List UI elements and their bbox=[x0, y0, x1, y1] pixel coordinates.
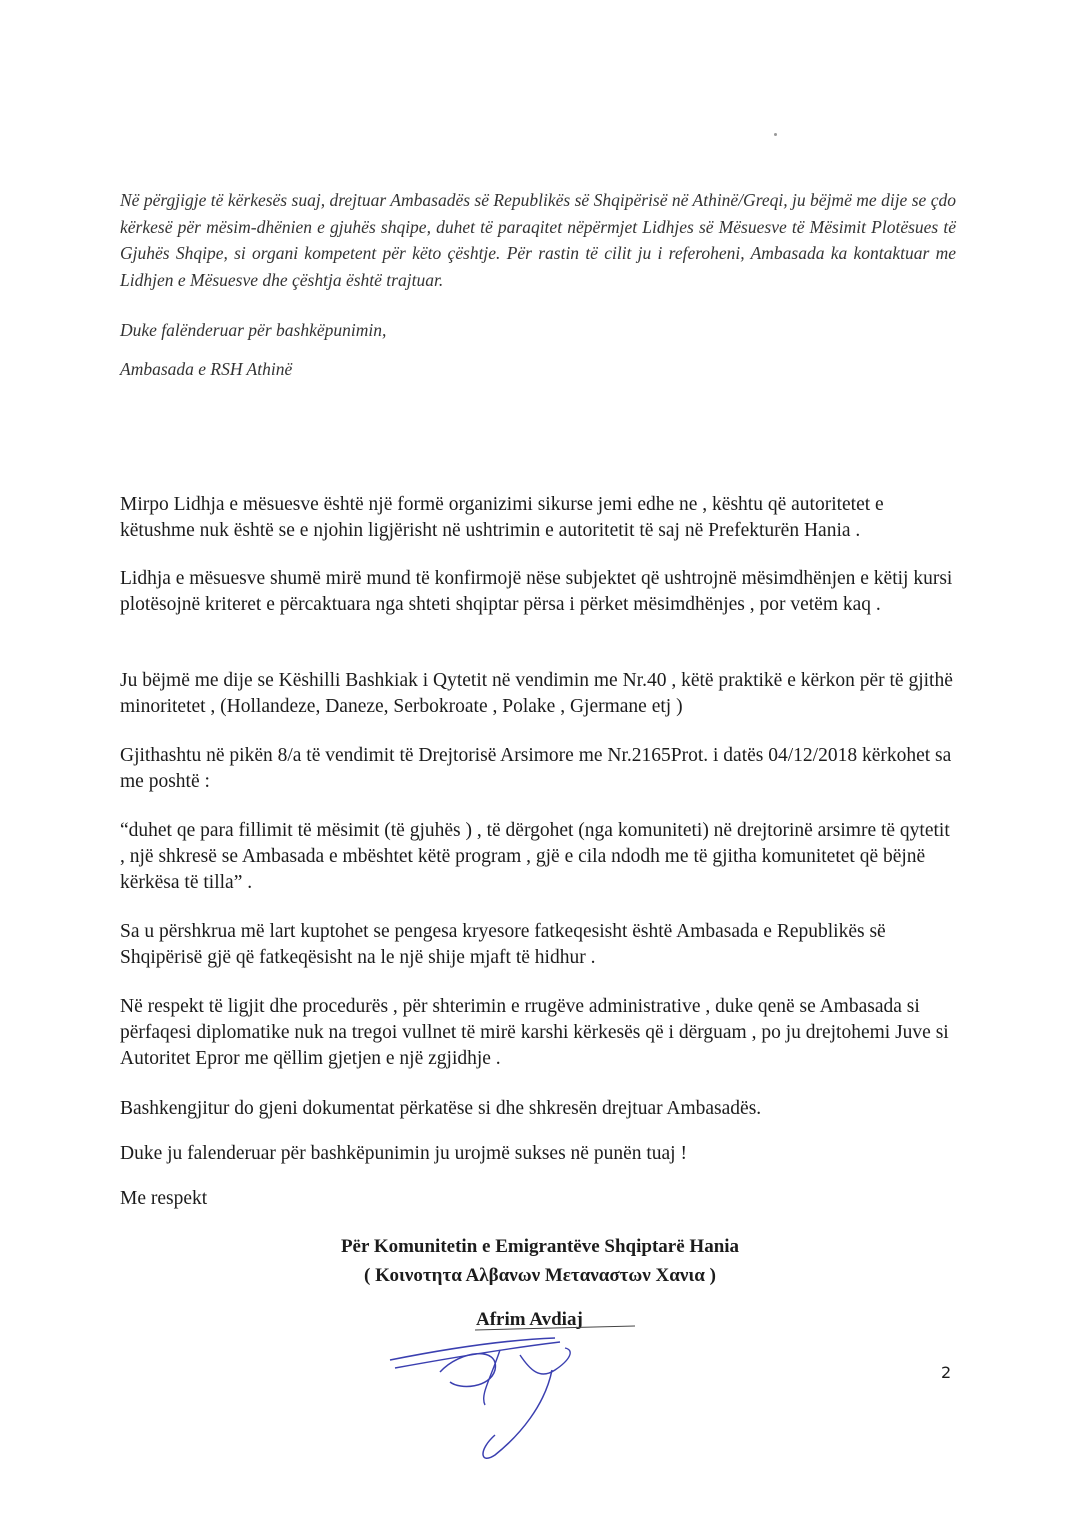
body-text: Në respekt të ligjit dhe procedurës , për shterimin e rrugëve administrative , duke qenë se Ambasada si përfaqesi diplomatike nuk na tregoi vullnet të mirë karshi kërkesës që i dërguam , po ju drejtohemi Juve si Autoritet Epror me qëllim gjetjen e një zgjidhje . bbox=[120, 996, 949, 1069]
closing-text: Me respekt bbox=[120, 1188, 208, 1209]
body-text: “duhet qe para fillimit të mësimit (të gjuhës ) , të dërgohet (nga komuniteti) në drejtorinë arsimre të qytetit , një shkresë se Ambasada e mbështet këtë program , gjë e cila ndodh me të gjitha komunitetet që bëjnë kërkësa të tilla” . bbox=[120, 820, 950, 893]
body-text: Sa u përshkrua më lart kuptohet se pengesa kryesore fatkeqesisht është Ambasada e Republikës së Shqipërisë gjë që fatkeqësisht na le një shije mjaft të hidhur . bbox=[120, 921, 886, 968]
handwritten-signature bbox=[380, 1310, 640, 1470]
body-text: Mirpo Lidhja e mësuesve është një formë organizimi sikurse jemi edhe ne , kështu që autoritetet e këtushme nuk është se e njohin ligjërisht në ushtrimin e autoritetit të saj në Prefekturën Hania . bbox=[120, 494, 884, 541]
quoted-paragraph: Në përgjigje të kërkesës suaj, drejtuar Ambasadës së Republikës së Shqipërisë në Athinë/Greqi, ju bëjmë me dije se çdo kërkesë për mësim-dhënien e gjuhës shqipe, duhet të paraqitet nëpërmjet Lidhjes së Mësuesve të Mësimit Plotësues të Gjuhës Shqipe, si organi kompetent për këto çështje. Për rastin të cilit ju i referoheni, Ambasada ka kontaktuar me Lidhjen e Mësuesve dhe çështja është trajtuar. bbox=[120, 190, 956, 290]
closing bbox=[120, 1186, 956, 1212]
body-paragraph-7 bbox=[120, 994, 956, 1072]
body-text: Duke ju falenderuar për bashkëpunimin ju urojmë sukses në punën tuaj ! bbox=[120, 1143, 687, 1164]
body-paragraph-3 bbox=[120, 668, 956, 720]
organization-signature bbox=[250, 1232, 830, 1290]
quoted-sender bbox=[120, 356, 956, 383]
body-paragraph-1 bbox=[120, 492, 956, 544]
scan-speck bbox=[774, 133, 777, 136]
body-text: Ju bëjmë me dije se Këshilli Bashkiak i Qytetit në vendimin me Nr.40 , këtë praktikë e kërkon për të gjithë minoritetet , (Hollandeze, Daneze, Serbokroate , Polake , Gjermane etj ) bbox=[120, 670, 953, 717]
body-text: Bashkengjitur do gjeni dokumentat përkatëse si dhe shkresën drejtuar Ambasadës. bbox=[120, 1098, 762, 1119]
quoted-thanks bbox=[120, 317, 956, 344]
quoted-sender-text: Ambasada e RSH Athinë bbox=[120, 359, 293, 379]
body-paragraph-4 bbox=[120, 743, 956, 795]
body-paragraph-6 bbox=[120, 919, 956, 971]
body-text: Lidhja e mësuesve shumë mirë mund të konfirmojë nëse subjektet që ushtrojnë mësimdhënjen e këtij kursi plotësojnë kriteret e përcaktuara nga shteti shqiptar përsa i përket mësimdhënjes , por vetëm kaq . bbox=[120, 568, 953, 615]
organization-name: Për Komunitetin e Emigrantëve Shqiptarë Hania bbox=[340, 1236, 740, 1257]
body-paragraph-8 bbox=[120, 1096, 956, 1122]
quoted-embassy-reply bbox=[120, 187, 956, 293]
quoted-thanks-text: Duke falënderuar për bashkëpunimin, bbox=[120, 320, 387, 340]
body-text: Gjithashtu në pikën 8/a të vendimit të Drejtorisë Arsimore me Nr.2165Prot. i datës 04/12/2018 kërkohet sa me poshtë : bbox=[120, 745, 952, 792]
organization-name-greek: ( Κοινοτητα Αλβανων Μεταναστων Χανια ) bbox=[364, 1265, 716, 1286]
page-number: 2 bbox=[941, 1363, 952, 1382]
body-paragraph-5 bbox=[120, 818, 956, 896]
body-paragraph-2 bbox=[120, 566, 956, 618]
body-paragraph-9 bbox=[120, 1141, 956, 1167]
signatory-name: Afrim Avdiaj bbox=[476, 1309, 583, 1330]
